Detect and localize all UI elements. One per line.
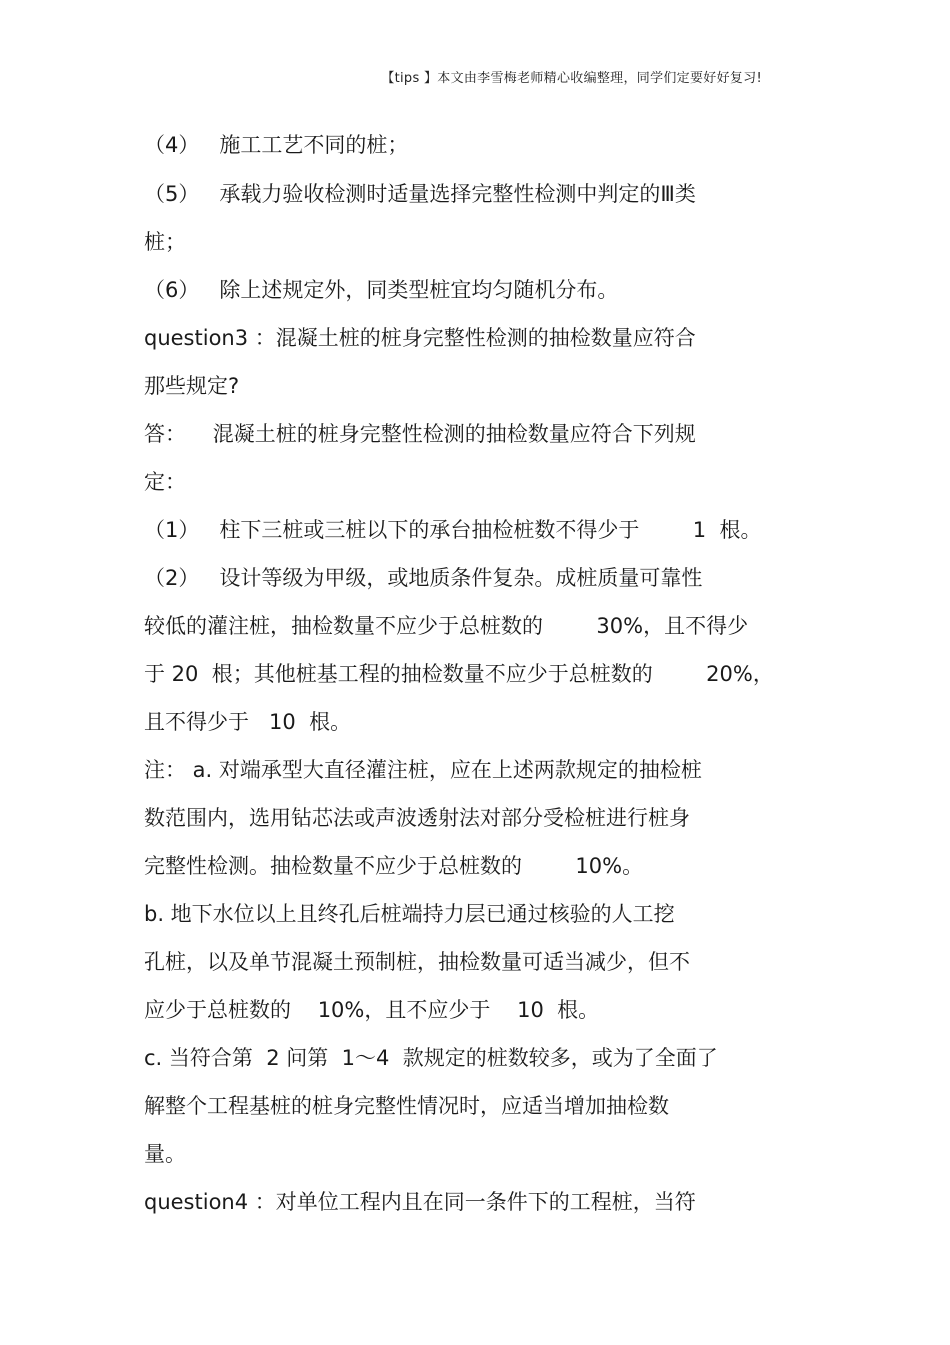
header-tip: 【tips 】本文由李雪梅老师精心收编整理，同学们定要好好复习! <box>381 71 762 86</box>
body-line: question3 ：混凝土桩的桩身完整性检测的抽检数量应符合 <box>144 326 696 350</box>
body-line: 那些规定? <box>144 374 240 398</box>
body-line: 孔桩，以及单节混凝土预制桩，抽检数量可适当减少，但不 <box>144 950 690 974</box>
body-line: （1） 柱下三桩或三桩以下的承台抽检桩数不得少于 1 根。 <box>144 518 762 542</box>
body-line: c. 当符合第 2 问第 1～4 款规定的桩数较多，或为了全面了 <box>144 1046 718 1070</box>
body-line: 桩； <box>144 230 186 254</box>
body-line: （6） 除上述规定外，同类型桩宜均匀随机分布。 <box>144 278 619 302</box>
body-line: 注： a. 对端承型大直径灌注桩，应在上述两款规定的抽检桩 <box>144 758 702 782</box>
body-line: 答： 混凝土桩的桩身完整性检测的抽检数量应符合下列规 <box>144 422 696 446</box>
body-line: 于 20 根；其他桩基工程的抽检数量不应少于总桩数的 20%， <box>144 662 774 686</box>
body-line: 定： <box>144 470 186 494</box>
body-line: b. 地下水位以上且终孔后桩端持力层已通过核验的人工挖 <box>144 902 675 926</box>
body-line: （4） 施工工艺不同的桩； <box>144 133 409 157</box>
body-line: （2） 设计等级为甲级，或地质条件复杂。成桩质量可靠性 <box>144 566 703 590</box>
body-line: 应少于总桩数的 10%，且不应少于 10 根。 <box>144 998 600 1022</box>
body-line: 数范围内，选用钻芯法或声波透射法对部分受检桩进行桩身 <box>144 806 690 830</box>
body-line: （5） 承载力验收检测时适量选择完整性检测中判定的Ⅲ类 <box>144 182 696 206</box>
body-line: 且不得少于 10 根。 <box>144 710 352 734</box>
body-line: 量。 <box>144 1142 186 1166</box>
body-line: question4 ：对单位工程内且在同一条件下的工程桩，当符 <box>144 1190 696 1214</box>
body-line: 完整性检测。抽检数量不应少于总桩数的 10%。 <box>144 854 644 878</box>
body-line: 解整个工程基桩的桩身完整性情况时，应适当增加抽检数 <box>144 1094 669 1118</box>
body-line: 较低的灌注桩，抽检数量不应少于总桩数的 30%，且不得少 <box>144 614 749 638</box>
